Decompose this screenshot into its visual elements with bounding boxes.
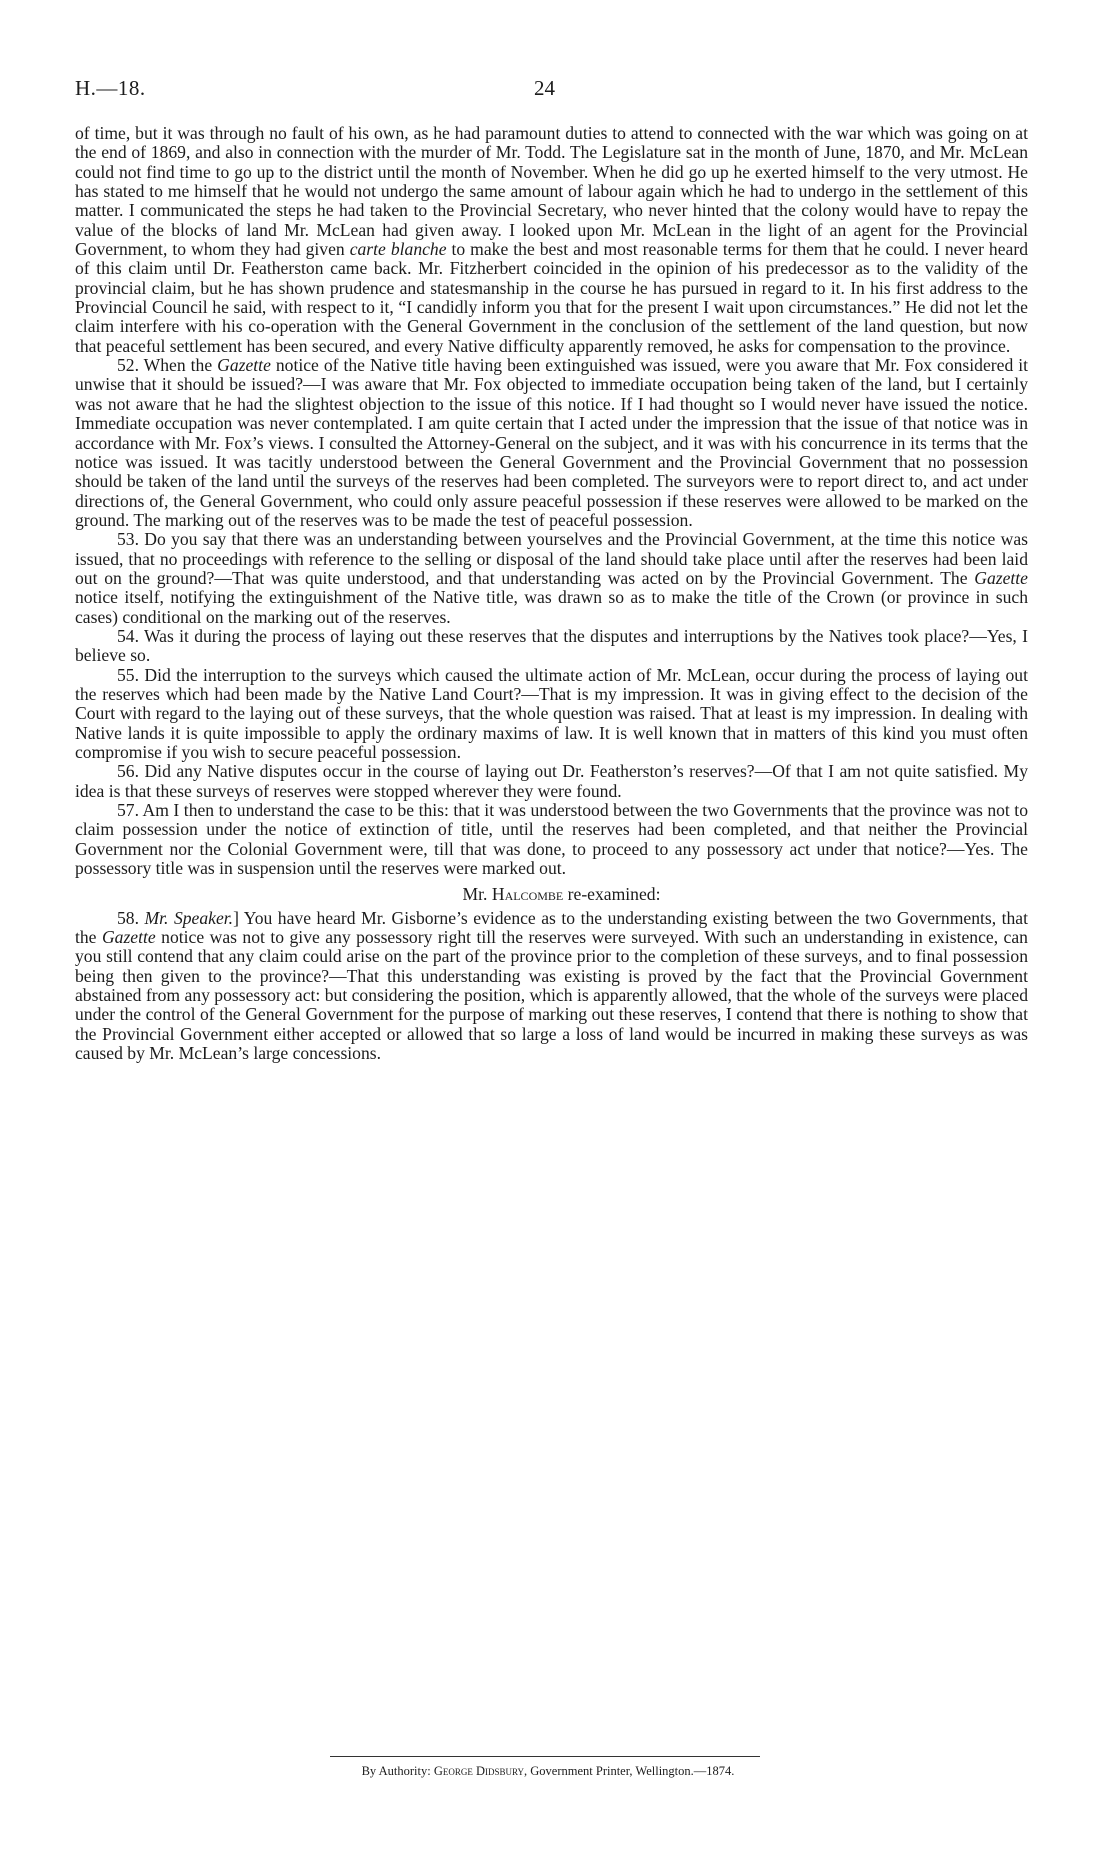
printer-imprint: By Authority: George Didsbury, Government Printer, Wellington.—1874. [361, 1764, 735, 1778]
question-number: 58. [117, 907, 145, 928]
italic-phrase: Gazette [974, 567, 1028, 588]
paragraph-text: to make the best and most reasonable terms for them that he could. I never heard of this claim until Dr. Featherston came back. Mr. Fitzherbert coincided in the opinion of his predecessor as to the validity of the provincial claim, but he has shown prudence and statesmanship in the course he has pursued in regard to it. In his first address to the Provincial Council he said, with respect to it, “I candidly inform you that for the present I wait upon circumstances.” He did not let the claim interfere with his co-operation with the General Government in the conclusion of the settlement of the land question, but now that peaceful settlement has been secured, and every Native difficulty apparently removed, he asks for compensation to the province. [75, 239, 1028, 356]
italic-phrase: Gazette [101, 927, 156, 948]
paragraph-text: notice itself, notifying the extinguishment of the Native title, was drawn so as to make the title of the Crown (or province in such cases) conditional on the marking out of the reserves. [75, 587, 1028, 627]
question-55: 55. Did the interruption to the surveys which caused the ultimate action of Mr. McLean, occur during the process of laying out the reserves which had been made by the Native Land Court?—That is my impression. It was in giving effect to the decision of the Court with regard to the laying out of these surveys, that the whole question was raised. That at least is my impression. In dealing with Native lands it is quite impossible to apply the ordinary maxims of law. It is well known that in matters of this kind you must often compromise if you wish to secure peaceful possession. [75, 664, 1028, 762]
question-56: 56. Did any Native disputes occur in the course of laying out Dr. Featherston’s reserves?—Of that I am not quite satisfied. My idea is that these surveys of reserves were stopped wherever they were found. [75, 761, 1028, 801]
italic-phrase: carte blanche [349, 239, 447, 260]
section-heading: Mr. Halcombe re-examined: [462, 884, 661, 905]
paragraph-text: 53. Do you say that there was an understanding between yourselves and the Provincial Government, at the time this notice was issued, that no proceedings with reference to the selling or disposal of the land should take place until after the reserves had been laid out on the ground?—That was quite understood, and that understanding was acted on by the Provincial Government. The [75, 529, 1028, 588]
paragraph-text: notice of the Native title having been extinguished was issued, were you aware that Mr. Fox considered it unwise that it should be issued?—I was aware that Mr. Fox objected to immediate occupation being taken of the land, but I certainly was not aware that he had the slightest objection to the issue of this notice. If I had thought so I would never have issued the notice. Immediate occupation was never contemplated. I am quite certain that I acted under the impression that the issue of that notice was in accordance with Mr. Fox’s views. I consulted the Attorney-General on the subject, and it was with his concurrence in its terms that the notice was issued. It was tacitly understood between the General Government and the Provincial Government that no possession should be taken of the land until the surveys of the reserves had been completed. The surveyors were to report direct to, and act under directions of, the General Government, who could only assure peaceful possession if these reserves were allowed to be marked on the ground. The marking out of the reserves was to be made the test of peaceful possession. [75, 355, 1029, 530]
paragraph-text: ] You have heard Mr. Gisborne’s evidence as to the understanding existing between the two Governments, that the [75, 907, 1029, 948]
question-52 [75, 356, 1028, 530]
paragraph-text: of time, but it was through no fault of his own, as he had paramount duties to attend to connected with the war which was going on at the end of 1869, and also in connection with the murder of Mr. Todd. The Legislature sat in the month of June, 1870, and Mr. McLean could not find time to go up to the district until the month of November. When he did go up he exerted himself to the very utmost. He has stated to me himself that he would not undergo the same amount of labour again which he had to undergo in the settlement of this matter. I communicated the steps he had taken to the Provincial Secretary, who never hinted that the colony would have to repay the value of the blocks of land Mr. McLean had given away. I looked upon Mr. McLean in the light of an agent for the Provincial Government, to whom they had given [75, 123, 1028, 260]
footer-rule [330, 1756, 760, 1757]
document-body [75, 124, 1028, 1064]
witness-name: Halcombe [491, 884, 564, 905]
speaker-name: Mr. Speaker. [144, 907, 234, 928]
italic-phrase: Gazette [217, 355, 271, 376]
paragraph-continued [75, 124, 1028, 356]
question-53 [75, 530, 1028, 627]
paper-reference: H.—18. [75, 76, 146, 100]
question-57: 57. Am I then to understand the case to be this: that it was understood between the two Governments that the province was not to claim possession under the notice of extinction of title, until the reserves had been completed, and that neither the Provincial Government nor the Colonial Government were, till that was done, to proceed to any possessory act under that notice?—Yes. The possessory title was in suspension until the reserves were marked out. [75, 800, 1028, 879]
paragraph-text: notice was not to give any possessory right till the reserves were surveyed. With such an understanding in existence, can you still contend that any claim could arise on the part of the province prior to the completion of these surveys, and to final possession being then given to the province?—That this understanding was existing is proved by the fact that the Provincial Government abstained from any possessory act: but considering the position, which is apparently allowed, that the whole of the surveys were placed under the control of the General Government for the purpose of marking out these reserves, I contend that there is nothing to show that the Provincial Government either accepted or allowed that so large a loss of land would be incurred in making these surveys as was caused by Mr. McLean’s large concessions. [75, 927, 1028, 1064]
printer-name: George Didsbury [433, 1764, 525, 1778]
paragraph-text: 52. When the [117, 355, 218, 376]
page-number: 24 [534, 76, 555, 100]
question-58 [75, 909, 1028, 1064]
question-54: 54. Was it during the process of laying out these reserves that the disputes and interruptions by the Natives took place?—Yes, I believe so. [75, 625, 1028, 666]
